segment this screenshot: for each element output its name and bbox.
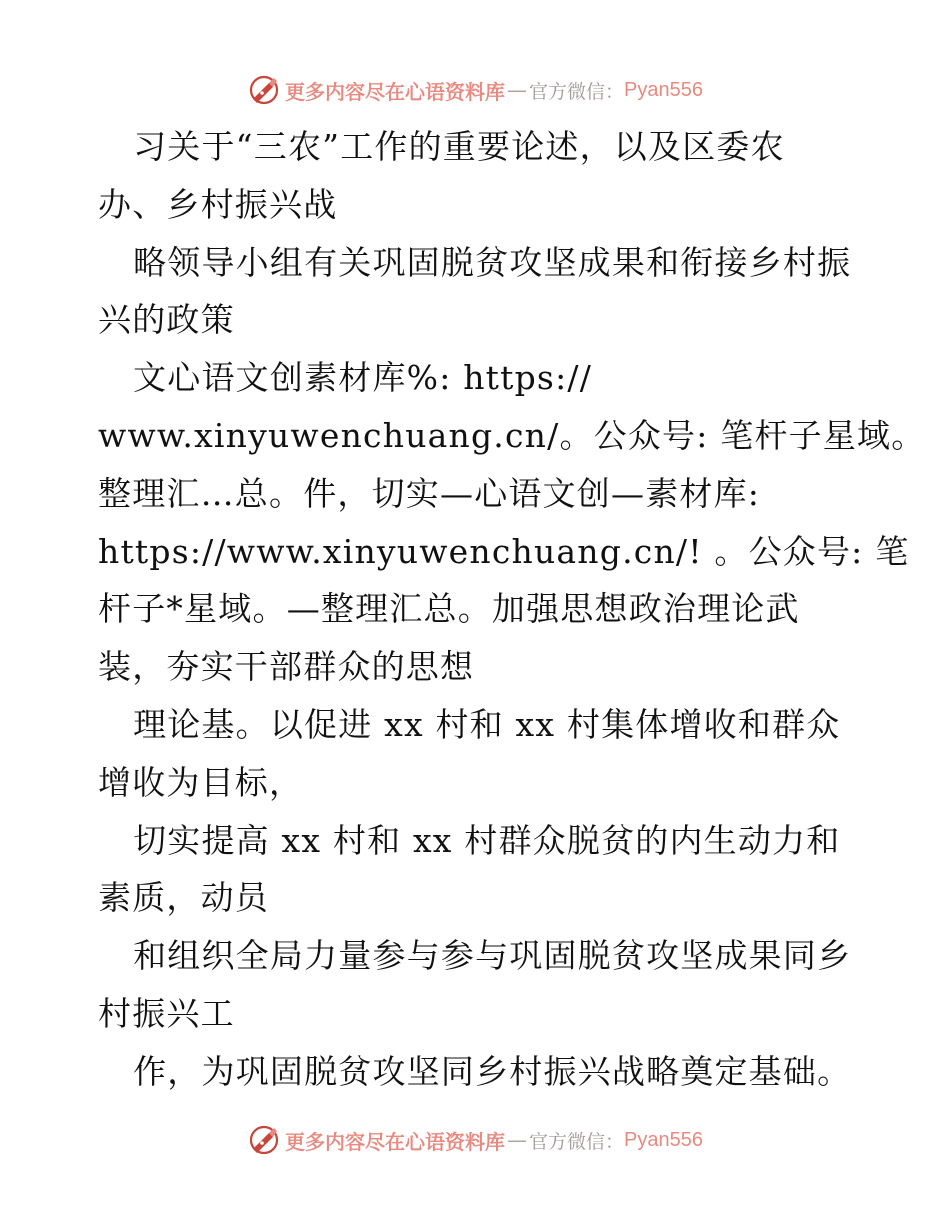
text-line: 兴的政策	[98, 300, 235, 340]
footer-watermark	[0, 1122, 950, 1158]
text-line: 增收为目标，	[98, 762, 304, 802]
text-line: 办、乡村振兴战	[98, 184, 338, 224]
pen-logo-icon	[247, 73, 281, 107]
watermark-site-text: 更多内容尽在心语资料库	[285, 79, 505, 104]
watermark-wechat-label: 官方微信：	[529, 1130, 625, 1153]
text-line: 整理汇…总。件，切实—心语文创—素材库:	[98, 473, 761, 513]
text-line: 素质，动员	[98, 878, 269, 918]
watermark-wechat-label: 官方微信：	[529, 80, 625, 103]
text-line: 村振兴工	[98, 993, 235, 1033]
text-line: 切实提高 xx 村和 xx 村群众脱贫的内生动力和	[98, 820, 841, 860]
text-line: 习关于“三农”工作的重要论述，以及区委农	[98, 127, 785, 166]
text-line: 理论基。以促进 xx 村和 xx 村集体增收和群众	[98, 704, 841, 744]
text-line: https://www.xinyuwenchuang.cn/! 。公众号: 笔	[98, 531, 910, 571]
watermark-site-text: 更多内容尽在心语资料库	[285, 1129, 505, 1154]
text-line: 杆子*星域。—整理汇总。加强思想政治理论武	[98, 589, 800, 629]
document-body	[98, 118, 926, 1101]
watermark-wechat-id: Pyan556	[624, 78, 703, 101]
watermark-dash: —	[507, 78, 527, 102]
watermark-wechat-id: Pyan556	[624, 1128, 703, 1151]
text-line: www.xinyuwenchuang.cn/。公众号: 笔杆子星域。	[98, 415, 926, 455]
text-line: 文心语文创素材库%: https://	[98, 358, 593, 398]
header-watermark	[0, 72, 950, 108]
text-line: 作，为巩固脱贫攻坚同乡村振兴战略奠定基础。	[98, 1051, 852, 1091]
pen-logo-icon	[247, 1123, 281, 1157]
watermark-dash: —	[507, 1128, 527, 1152]
text-line: 略领导小组有关巩固脱贫攻坚成果和衔接乡村振	[98, 242, 852, 282]
text-line: 和组织全局力量参与参与巩固脱贫攻坚成果同乡	[98, 936, 852, 976]
text-line: 装，夯实干部群众的思想	[98, 647, 475, 687]
